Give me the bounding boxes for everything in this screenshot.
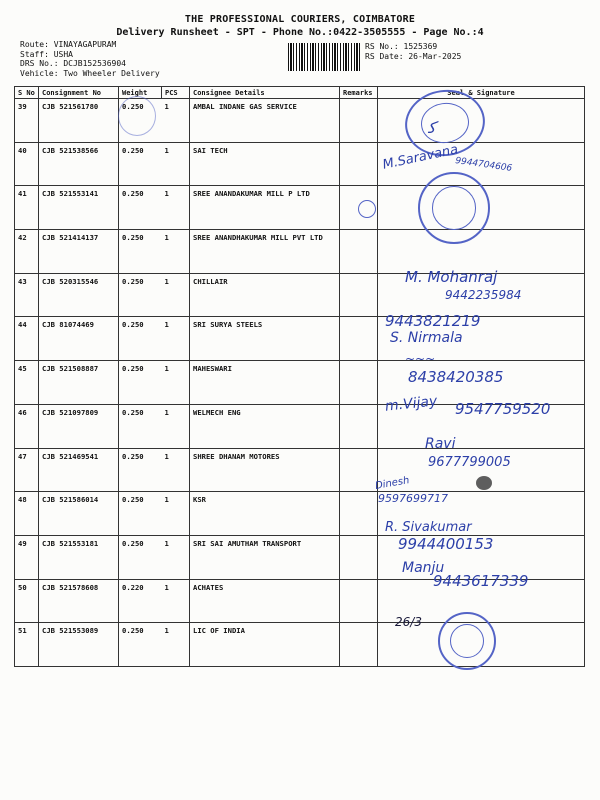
handwritten-phone-r46: 9547759520: [455, 400, 551, 418]
weight-cell: 0.250: [119, 492, 162, 536]
sno-cell: 49: [15, 535, 39, 579]
small-round-mark: [358, 200, 376, 218]
remarks-cell: [340, 404, 378, 448]
runsheet-meta-right: [365, 42, 461, 61]
sno-cell: 48: [15, 492, 39, 536]
weight-cell: 0.250: [119, 535, 162, 579]
handwritten-signature-r45: ~~~: [405, 352, 436, 366]
weight-cell: 0.250: [119, 230, 162, 274]
remarks-cell: [340, 99, 378, 143]
col-header-consignment: Consignment No: [39, 87, 119, 99]
col-header-remarks: Remarks: [340, 87, 378, 99]
weight-cell: 0.250: [119, 404, 162, 448]
col-header-weight: Weight: [119, 87, 162, 99]
handwritten-date-r51: 26/3: [395, 615, 422, 629]
remarks-cell: [340, 448, 378, 492]
weight-cell: 0.250: [119, 186, 162, 230]
handwritten-phone-r45: 8438420385: [408, 368, 504, 386]
consignment-cell: CJB 521561780: [39, 99, 119, 143]
consignment-cell: CJB 521553089: [39, 623, 119, 667]
weight-cell: 0.250: [119, 623, 162, 667]
runsheet-title: Delivery Runsheet - SPT - Phone No.:0422-3505555 - Page No.:4: [116, 27, 484, 38]
pcs-cell: 1: [162, 535, 190, 579]
pcs-cell: 1: [162, 404, 190, 448]
consignee-cell: SREE ANANDHAKUMAR MILL PVT LTD: [190, 230, 340, 274]
weight-cell: 0.250: [119, 273, 162, 317]
handwritten-signature-r40: M.Saravana: [381, 142, 460, 173]
consignee-cell: CHILLAIR: [190, 273, 340, 317]
consignment-cell: CJB 521097809: [39, 404, 119, 448]
consignee-cell: KSR: [190, 492, 340, 536]
weight-cell: 0.220: [119, 579, 162, 623]
col-header-consignee: Consignee Details: [190, 87, 340, 99]
weight-cell: 0.250: [119, 361, 162, 405]
sno-cell: 43: [15, 273, 39, 317]
weight-cell: 0.250: [119, 99, 162, 143]
signature-cell: [378, 230, 585, 274]
sno-cell: 41: [15, 186, 39, 230]
rs-date: RS Date: 26-Mar-2025: [365, 51, 462, 61]
remarks-cell: [340, 142, 378, 186]
table-row: [15, 317, 585, 361]
consignment-cell: CJB 521414137: [39, 230, 119, 274]
handwritten-name-r47: Ravi: [425, 436, 456, 452]
remarks-cell: [340, 579, 378, 623]
company-seal-stamp-row41: [418, 172, 490, 244]
weight-cell: 0.250: [119, 317, 162, 361]
table-row: [15, 623, 585, 667]
handwritten-phone-r47: 9677799005: [428, 455, 511, 470]
consignment-cell: CJB 521538566: [39, 142, 119, 186]
handwritten-phone-r49: 9944400153: [398, 535, 494, 553]
sno-cell: 39: [15, 99, 39, 143]
sno-cell: 40: [15, 142, 39, 186]
pcs-cell: 1: [162, 579, 190, 623]
handwritten-name-r50: Manju: [402, 560, 445, 576]
consignee-cell: SRI SAI AMUTHAM TRANSPORT: [190, 535, 340, 579]
consignment-cell: CJB 521553181: [39, 535, 119, 579]
pcs-cell: 1: [162, 448, 190, 492]
sno-cell: 51: [15, 623, 39, 667]
consignment-cell: CJB 521586014: [39, 492, 119, 536]
company-title: THE PROFESSIONAL COURIERS, COIMBATORE: [184, 14, 416, 25]
sno-cell: 50: [15, 579, 39, 623]
consignee-cell: SREE ANANDAKUMAR MILL P LTD: [190, 186, 340, 230]
consignee-cell: WELMECH ENG: [190, 404, 340, 448]
vehicle-line: Vehicle: Two Wheeler Delivery: [20, 68, 160, 78]
consignee-cell: SHREE DHANAM MOTORES: [190, 448, 340, 492]
handwritten-name-r48: Dinesh: [374, 475, 411, 492]
seal-stamp-row39-left: [118, 96, 156, 136]
consignment-cell: CJB 521553141: [39, 186, 119, 230]
barcode-graphic: [288, 43, 360, 71]
handwritten-name-r46: m.Vijay: [384, 393, 439, 415]
consignment-cell: CJB 520315546: [39, 273, 119, 317]
col-header-sno: S No: [15, 87, 39, 99]
pcs-cell: 1: [162, 230, 190, 274]
remarks-cell: [340, 317, 378, 361]
consignment-cell: CJB 521469541: [39, 448, 119, 492]
remarks-cell: [340, 492, 378, 536]
remarks-cell: [340, 230, 378, 274]
weight-cell: 0.250: [119, 142, 162, 186]
pcs-cell: 1: [162, 273, 190, 317]
consignee-cell: MAHESWARI: [190, 361, 340, 405]
pcs-cell: 1: [162, 186, 190, 230]
handwritten-phone-r50: 9443617339: [433, 572, 529, 590]
table-row: [15, 99, 585, 143]
consignment-cell: CJB 521578608: [39, 579, 119, 623]
remarks-cell: [340, 535, 378, 579]
remarks-cell: [340, 273, 378, 317]
staff-line: Staff: USHA: [20, 49, 73, 59]
ink-smudge: [476, 476, 492, 490]
handwritten-phone-r44: 9443821219: [385, 312, 481, 330]
table-row: [15, 186, 585, 230]
table-row: [15, 492, 585, 536]
pcs-cell: 1: [162, 142, 190, 186]
consignment-cell: CJB 81074469: [39, 317, 119, 361]
handwritten-signature-r43: M. Mohanraj: [405, 268, 498, 286]
rs-number: RS No.: 1525369: [365, 42, 438, 51]
pcs-cell: 1: [162, 99, 190, 143]
sno-cell: 42: [15, 230, 39, 274]
pcs-cell: 1: [162, 623, 190, 667]
sno-cell: 45: [15, 361, 39, 405]
remarks-cell: [340, 623, 378, 667]
handwritten-phone-r48: 9597699717: [378, 492, 448, 505]
route-line: Route: VINAYAGAPURAM: [20, 40, 117, 49]
col-header-pcs: PCS: [162, 87, 190, 99]
handwritten-phone-r40: 9944704606: [454, 156, 513, 174]
company-seal-stamp-row51: [438, 612, 496, 670]
sno-cell: 46: [15, 404, 39, 448]
runsheet-meta-left: [20, 40, 160, 78]
consignee-cell: ACHATES: [190, 579, 340, 623]
drs-line: DRS No.: DCJB152536904: [20, 59, 126, 68]
col-header-signature: Seal & Signature: [378, 87, 585, 99]
consignee-cell: SAI TECH: [190, 142, 340, 186]
remarks-cell: [340, 361, 378, 405]
sno-cell: 47: [15, 448, 39, 492]
sno-cell: 44: [15, 317, 39, 361]
consignee-cell: LIC OF INDIA: [190, 623, 340, 667]
pcs-cell: 1: [162, 361, 190, 405]
weight-cell: 0.250: [119, 448, 162, 492]
table-row: [15, 230, 585, 274]
pcs-cell: 1: [162, 492, 190, 536]
consignee-cell: SRI SURYA STEELS: [190, 317, 340, 361]
consignment-cell: CJB 521508887: [39, 361, 119, 405]
handwritten-name-r49: R. Sivakumar: [385, 520, 472, 535]
pcs-cell: 1: [162, 317, 190, 361]
handwritten-signature-r39: ﮐ: [428, 118, 436, 137]
handwritten-phone-r43: 9442235984: [445, 288, 522, 302]
table-header-row: [15, 87, 585, 99]
handwritten-name-r44: S. Nirmala: [390, 330, 463, 346]
consignee-cell: AMBAL INDANE GAS SERVICE: [190, 99, 340, 143]
